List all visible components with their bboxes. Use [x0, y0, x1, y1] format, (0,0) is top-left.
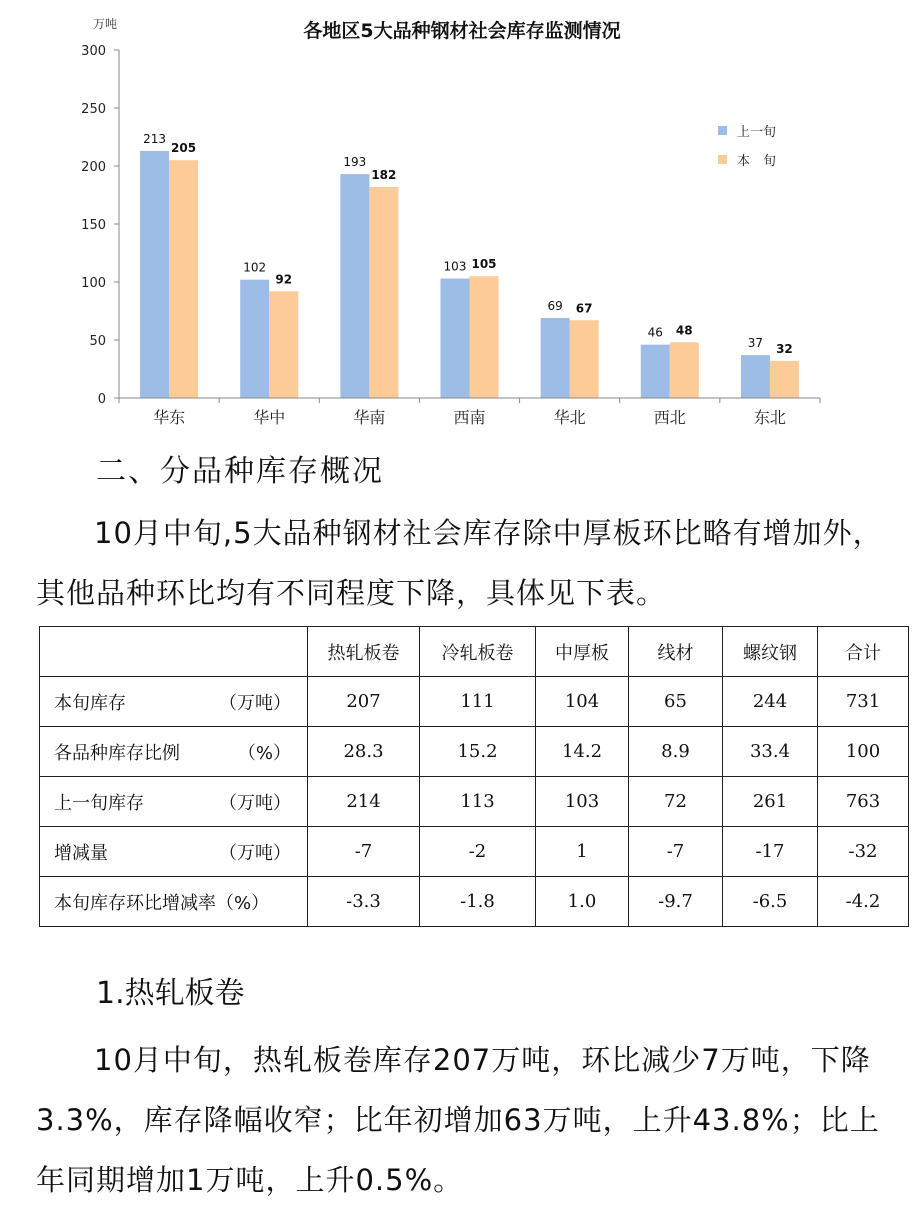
y-tick-label: 0 [97, 392, 106, 407]
x-tick-label: 西南 [453, 408, 486, 427]
y-axis [81, 44, 119, 407]
table-cell: 1.0 [536, 877, 629, 927]
table-cell: 8.9 [629, 727, 723, 777]
section-intro: 10月中旬,5大品种钢材社会库存除中厚板环比略有增加外，其他品种环比均有不同程度下降，具体见下表。 [36, 516, 883, 610]
table-row [40, 877, 909, 927]
data-label: 92 [275, 272, 293, 287]
bar [541, 318, 570, 398]
table-cell: 244 [723, 677, 818, 727]
column-header: 螺纹钢 [723, 627, 818, 677]
table-cell: 261 [723, 777, 818, 827]
table-cell: -2 [420, 827, 536, 877]
table-cell: 65 [629, 677, 723, 727]
x-tick-label: 华东 [153, 408, 186, 427]
bar [340, 174, 369, 398]
row-label-cell [40, 827, 308, 877]
row-label-cell [40, 877, 308, 927]
column-header: 合计 [818, 627, 909, 677]
data-label: 193 [343, 155, 367, 170]
y-tick-label: 250 [81, 102, 106, 117]
row-unit: （万吨） [219, 792, 291, 814]
legend [718, 125, 776, 169]
row-label: 本旬库存 [54, 692, 126, 714]
bar [441, 279, 470, 398]
table-cell: -6.5 [723, 877, 818, 927]
row-unit: （%） [237, 742, 291, 764]
x-tick-label: 西北 [653, 408, 686, 427]
bar [770, 361, 799, 398]
data-label: 205 [171, 141, 197, 156]
row-label-cell [40, 777, 308, 827]
table-row [40, 827, 909, 877]
column-header: 线材 [629, 627, 723, 677]
bar [169, 160, 198, 398]
column-header: 热轧板卷 [308, 627, 420, 677]
table-cell: -32 [818, 827, 909, 877]
subsection-body: 10月中旬，热轧板卷库存207万吨，环比减少7万吨，下降3.3%，库存降幅收窄；比年初增加63万吨，上升43.8%；比上年同期增加1万吨，上升0.5%。 [36, 1043, 880, 1197]
row-label: 各品种库存比例 [54, 742, 180, 764]
data-label: 69 [547, 298, 563, 313]
data-label: 48 [675, 323, 693, 338]
data-label: 67 [575, 301, 593, 316]
x-tick-label: 华南 [353, 408, 386, 427]
y-axis-unit: 万吨 [92, 17, 118, 31]
bars [140, 132, 799, 398]
regional-inventory-chart [0, 0, 912, 440]
row-label: 上一旬库存 [54, 792, 144, 814]
x-tick-label: 东北 [753, 408, 786, 427]
table-cell: 207 [308, 677, 420, 727]
table-cell: -7 [308, 827, 420, 877]
data-label: 32 [776, 341, 793, 356]
table-cell: 72 [629, 777, 723, 827]
column-header: 冷轧板卷 [420, 627, 536, 677]
y-tick-label: 50 [89, 334, 106, 349]
row-label-cell [40, 677, 308, 727]
table-cell: 111 [420, 677, 536, 727]
bar [470, 276, 499, 398]
table-corner-cell [40, 627, 308, 677]
data-label: 102 [243, 260, 267, 275]
section-heading: 二、分品种库存概况 [96, 454, 384, 489]
row-label-cell [40, 727, 308, 777]
data-label: 105 [471, 257, 497, 272]
table-body [40, 677, 909, 927]
table-header-row [40, 627, 909, 677]
inventory-table [39, 626, 909, 927]
legend-label: 本 旬 [737, 154, 777, 169]
row-unit: （万吨） [219, 692, 291, 714]
legend-label: 上一旬 [737, 125, 777, 140]
row-label: 本旬库存环比增减率（%） [54, 892, 270, 914]
y-tick-label: 300 [81, 44, 106, 59]
bar [741, 355, 770, 398]
bar [269, 291, 298, 398]
data-label: 182 [371, 167, 397, 182]
data-label: 37 [747, 336, 764, 351]
bar [670, 342, 699, 398]
x-tick-label: 华北 [553, 408, 586, 427]
subsection-heading: 1.热轧板卷 [96, 976, 245, 1011]
y-tick-label: 100 [81, 276, 106, 291]
y-tick-label: 200 [81, 160, 106, 175]
table-cell: 28.3 [308, 727, 420, 777]
bar [140, 151, 169, 398]
table-cell: 113 [420, 777, 536, 827]
table-cell: -17 [723, 827, 818, 877]
table-cell: 100 [818, 727, 909, 777]
table-cell: -4.2 [818, 877, 909, 927]
table-row [40, 677, 909, 727]
bar [240, 280, 269, 398]
table-cell: 731 [818, 677, 909, 727]
bar [641, 345, 670, 398]
y-tick-label: 150 [81, 218, 106, 233]
table-cell: 1 [536, 827, 629, 877]
table-cell: -1.8 [420, 877, 536, 927]
legend-swatch [718, 126, 727, 135]
row-unit: （万吨） [219, 842, 291, 864]
table-cell: -7 [629, 827, 723, 877]
data-label: 103 [443, 259, 467, 274]
table-row [40, 777, 909, 827]
data-label: 46 [647, 325, 663, 340]
column-header: 中厚板 [536, 627, 629, 677]
table-cell: 103 [536, 777, 629, 827]
data-label: 213 [143, 131, 167, 146]
chart-title: 各地区5大品种钢材社会库存监测情况 [303, 20, 621, 42]
table-cell: -3.3 [308, 877, 420, 927]
bar [369, 187, 398, 398]
row-label: 增减量 [54, 842, 108, 864]
table-cell: 763 [818, 777, 909, 827]
x-tick-label: 华中 [253, 408, 286, 427]
x-axis [119, 398, 820, 427]
table-cell: 214 [308, 777, 420, 827]
bar [570, 320, 599, 398]
table-cell: 33.4 [723, 727, 818, 777]
table-cell: 104 [536, 677, 629, 727]
table-cell: 14.2 [536, 727, 629, 777]
table-row [40, 727, 909, 777]
legend-swatch [718, 155, 727, 164]
table-cell: 15.2 [420, 727, 536, 777]
table-cell: -9.7 [629, 877, 723, 927]
